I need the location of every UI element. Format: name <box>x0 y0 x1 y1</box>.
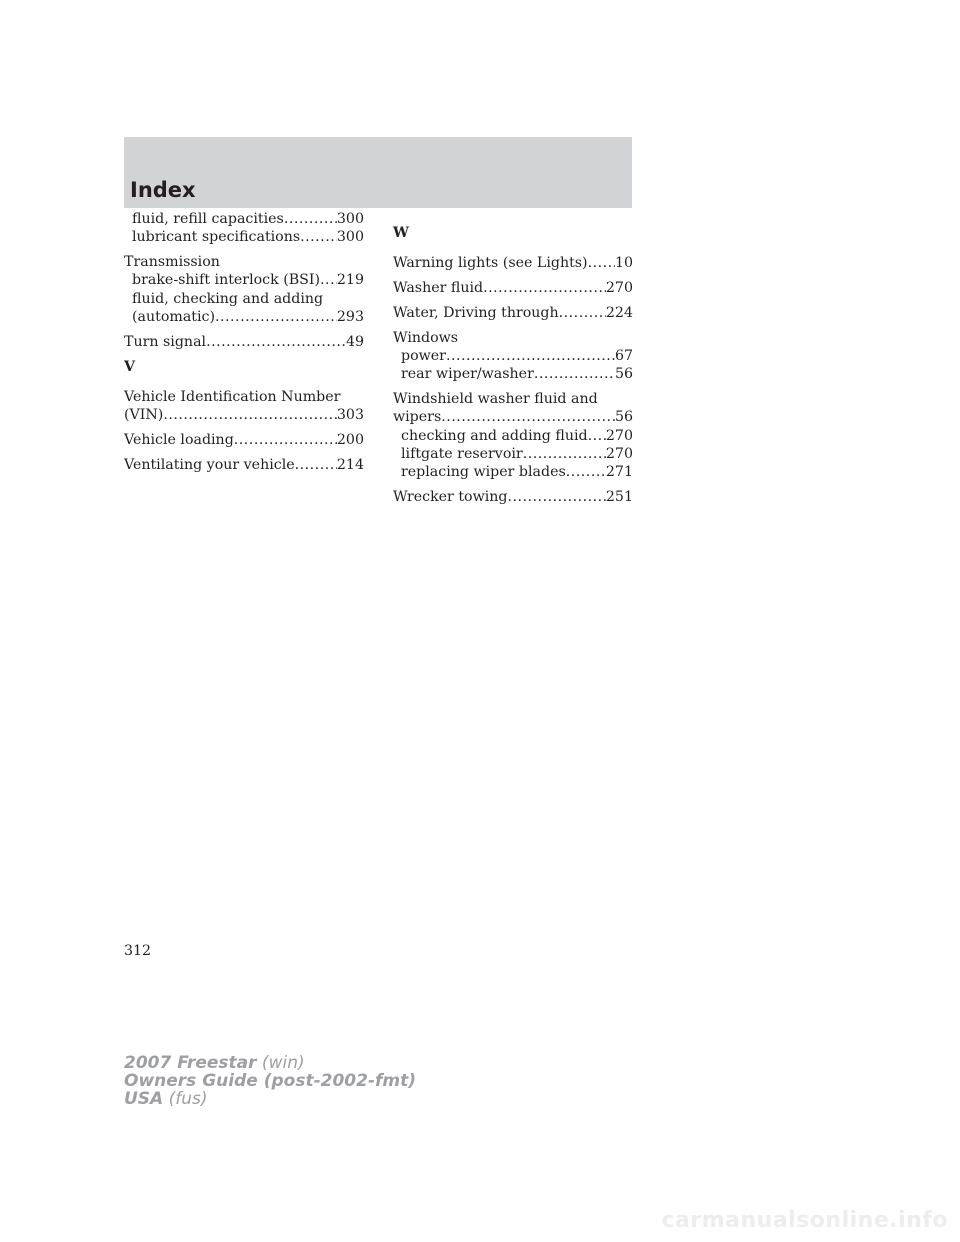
index-subentry-cont: (automatic) ..... 293 <box>124 308 364 326</box>
index-subentry: fluid, checking and adding <box>132 290 324 307</box>
page-title: Index <box>130 178 196 202</box>
index-entry-windshield: Windshield washer fluid and wipers ..... 56 checking and adding fluid ..... 270 liftgate reservoir ..... 270 replacing wiper blades ..... 271 <box>393 390 633 481</box>
index-subentry: checking and adding fluid ..... 270 <box>393 427 633 445</box>
page-ref: 270 <box>605 445 633 462</box>
page-ref: 214 <box>336 456 364 473</box>
index-subentry: fluid, refill capacities ..... 300 <box>124 210 364 228</box>
page-ref: 300 <box>336 211 364 227</box>
page-ref: 67 <box>614 347 633 364</box>
footer-line-3: USA (fus) <box>124 1089 208 1109</box>
index-entry-wrecker: Wrecker towing ..... 251 <box>393 488 633 506</box>
footer-line-1: 2007 Freestar (win) <box>124 1053 305 1073</box>
index-subentry: rear wiper/washer ..... 56 <box>393 365 633 383</box>
index-column-left <box>124 210 364 481</box>
index-entry-vin: Vehicle Identification Number (VIN) ..... 303 <box>124 388 364 425</box>
page-ref: 56 <box>614 366 633 383</box>
index-entry-windows: Windows power ..... 67 rear wiper/washer ..... 56 <box>393 329 633 384</box>
index-subentry: replacing wiper blades ..... 271 <box>393 463 633 481</box>
page-ref: 251 <box>605 489 633 506</box>
index-entry-label: Transmission <box>124 254 220 271</box>
footer-line-2: Owners Guide (post-2002-fmt) <box>124 1071 417 1091</box>
page-ref: 303 <box>336 407 364 424</box>
page-ref: 200 <box>336 431 364 448</box>
section-letter-v: V <box>124 358 136 375</box>
page-ref: 224 <box>605 304 633 321</box>
index-entry-transmission <box>124 253 364 326</box>
index-subentry: liftgate reservoir ..... 270 <box>393 445 633 463</box>
header-band <box>124 137 632 208</box>
index-entry-water-driving: Water, Driving through ..... 224 <box>393 304 633 322</box>
section-letter-w: W <box>393 225 409 241</box>
watermark: carmanualsonline.info <box>661 1208 948 1233</box>
index-subentry: power ..... 67 <box>393 347 633 365</box>
page-ref: 56 <box>614 409 633 426</box>
page-ref: 270 <box>605 280 633 297</box>
page-ref: 293 <box>336 308 364 325</box>
page-ref: 10 <box>614 255 633 272</box>
index-subentry: lubricant specifications ..... 300 <box>124 228 364 246</box>
page-ref: 49 <box>345 333 364 350</box>
page-ref: 271 <box>605 464 633 481</box>
page-number: 312 <box>124 943 152 959</box>
index-entry-turn-signal: Turn signal ..... 49 <box>124 333 364 351</box>
index-column-right <box>393 210 633 513</box>
document-footer <box>124 1054 416 1108</box>
index-entry-ventilating: Ventilating your vehicle ..... 214 <box>124 456 364 474</box>
index-subentry: brake-shift interlock (BSI) ..... 219 <box>124 271 364 289</box>
page-ref: 300 <box>336 229 364 246</box>
index-entry-warning-lights: Warning lights (see Lights) ..... 10 <box>393 254 633 272</box>
index-entry-washer-fluid: Washer fluid ..... 270 <box>393 279 633 297</box>
page-ref: 270 <box>605 427 633 444</box>
page-ref: 219 <box>336 272 364 289</box>
index-entry-group <box>124 210 364 247</box>
index-entry-vehicle-loading: Vehicle loading ..... 200 <box>124 431 364 449</box>
